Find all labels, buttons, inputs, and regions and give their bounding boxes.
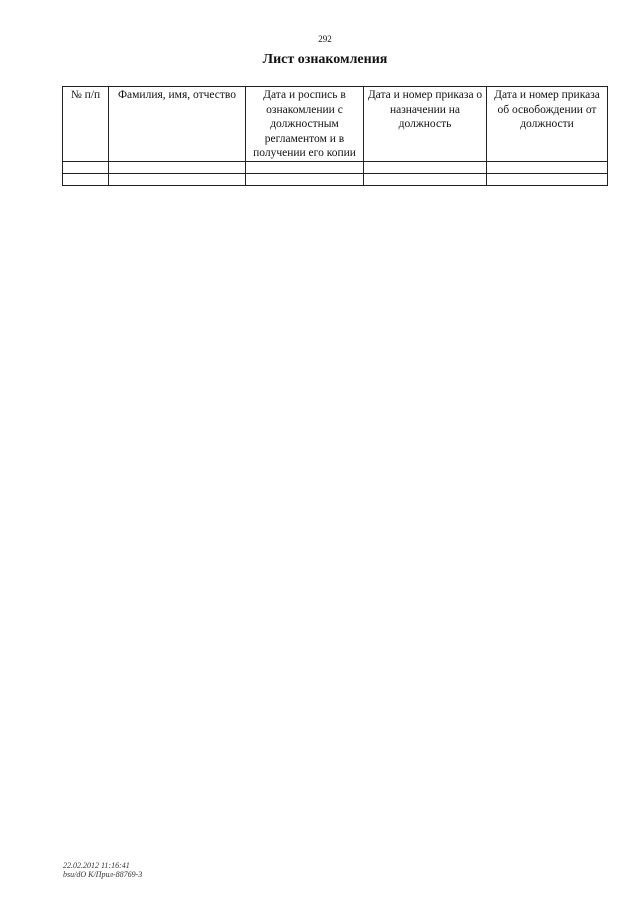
header-appointment-order: Дата и номер приказа о назначении на должность bbox=[364, 87, 487, 162]
acknowledgement-table bbox=[62, 86, 608, 186]
table-header-row bbox=[63, 87, 608, 162]
table-cell bbox=[487, 161, 608, 173]
table-cell bbox=[246, 161, 364, 173]
table-cell bbox=[246, 173, 364, 185]
document-footer bbox=[63, 861, 142, 879]
header-signature-date: Дата и роспись в ознакомлении с должностным регламентом и в получении его копии bbox=[246, 87, 364, 162]
table-row bbox=[63, 161, 608, 173]
table-cell bbox=[364, 161, 487, 173]
footer-document-id: bsu/dO K/Прил-88769-3 bbox=[63, 870, 143, 879]
table-cell bbox=[109, 161, 246, 173]
footer-timestamp: 22.02.2012 11:16:41 bbox=[63, 861, 130, 870]
table-row bbox=[63, 173, 608, 185]
table-cell bbox=[364, 173, 487, 185]
header-dismissal-order: Дата и номер приказа об освобождении от должности bbox=[487, 87, 608, 162]
header-full-name: Фамилия, имя, отчество bbox=[109, 87, 246, 162]
header-number: № п/п bbox=[63, 87, 109, 162]
page-number: 292 bbox=[318, 34, 332, 44]
table-cell bbox=[487, 173, 608, 185]
table-cell bbox=[109, 173, 246, 185]
table-cell bbox=[63, 173, 109, 185]
table-cell bbox=[63, 161, 109, 173]
page-title: Лист ознакомления bbox=[262, 52, 388, 67]
